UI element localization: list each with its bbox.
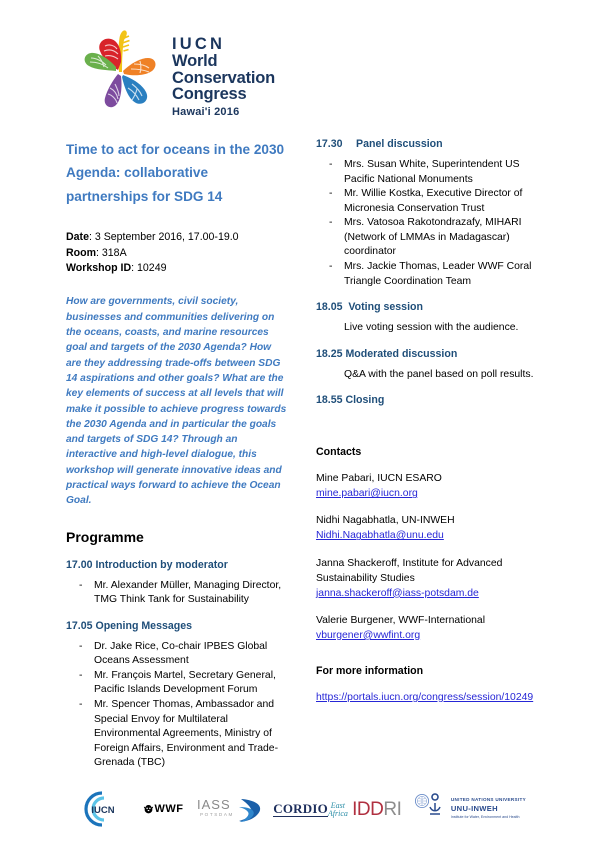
contact-entry [316,513,542,543]
bullet-dash-icon: - [329,159,333,170]
unu-inweh-logo-text [451,798,526,819]
cordio-logo-sublabel: East Africa [327,801,348,818]
bullet-dash-icon: - [79,699,83,711]
logo-line-2: Conservation [172,68,276,87]
session-url-link[interactable]: https://portals.iucn.org/congress/session/10249 [316,691,534,703]
bullet-dash-icon: - [79,669,83,681]
contact-email-link[interactable]: mine.pabari@iucn.org [316,488,418,500]
contact-name: Mine Pabari, IUCN ESARO [316,473,442,485]
contact-email-row [316,486,542,501]
list-item: - Dr. Jake Rice, Co-chair IPBES Global Oceans Assessment [79,640,268,667]
meta-workshop-label: Workshop ID [66,262,132,275]
logo-acronym: IUCN [172,35,226,53]
programme-speaker-list [66,579,288,608]
contact-name: Janna Shackeroff, Institute for Advanced Sustainability Studies [316,557,503,584]
left-column [66,138,288,783]
list-item: - Mr. Alexander Müller, Managing Director, TMG Think Tank for Sustainability [79,579,282,606]
programme-slot [66,620,288,771]
wwf-logo-label: WWF [154,803,184,815]
contact-email-row [316,628,542,643]
iucn-congress-hibiscus-logo [78,26,160,112]
contact-name: Valerie Burgener, WWF-International [316,614,486,626]
programme-speaker-list [66,640,288,771]
bullet-dash-icon: - [329,217,333,229]
svg-text:IUCN: IUCN [91,805,115,816]
session-meta [66,230,288,276]
bullet-dash-icon: - [329,188,333,200]
meta-workshop-value: : 10249 [131,262,167,275]
cordio-logo-label: CORDIO [273,800,328,816]
programme-slot [316,348,542,383]
iddri-logo [352,800,401,819]
logo-line-1: World [172,51,218,70]
meta-room-label: Room [66,246,97,259]
bullet-dash-icon: - [79,579,83,591]
svg-text:POTSDAM: POTSDAM [200,812,234,817]
contact-entry [316,613,542,643]
list-item: - Mrs. Susan White, Superintendent US Pacific National Monuments [329,159,520,185]
programme-slot-heading: 18.25 Moderated discussion [316,347,458,360]
iass-logo [195,791,269,827]
programme-slot-heading: 17.30 Panel discussion [316,138,443,150]
programme-slot-heading: 17.05 Opening Messages [66,619,193,632]
list-item: - Mrs. Jackie Thomas, Leader WWF Coral Triangle Coordination Team [329,260,532,287]
programme-speaker-list [316,158,542,289]
bullet-dash-icon: - [79,640,83,652]
contacts-list [316,471,542,643]
programme-slot [316,301,542,336]
iddri-logo-label-a: IDD [352,798,384,820]
meta-date-row [66,230,288,245]
programme-slot-note: Live voting session with the audience. [344,322,519,334]
meta-room-row [66,246,288,261]
programme-heading: Programme [66,528,144,545]
contact-name: Nidhi Nagabhatla, UN-INWEH [316,515,455,527]
iddri-logo-label-b: RI [383,798,402,820]
contact-email-link[interactable]: vburgener@wwfint.org [316,629,421,641]
programme-list-left [66,559,288,771]
meta-date-label: Date [66,231,89,244]
programme-list-right [316,138,542,406]
meta-workshop-row [66,261,288,276]
list-item: - Mr. François Martel, Secretary General, Pacific Islands Development Forum [79,669,276,696]
contacts-heading: Contacts [316,446,362,459]
list-item: - Mr. Spencer Thomas, Ambassador and Special Envoy for Multilateral Environmental Agreements, Ministry of Foreign Affairs, Environment and Trade-Grenada (TBC) [79,699,279,769]
page-title: Time to act for oceans in the 2030 Agenda: collaborative partnerships for SDG 14 [66,142,285,204]
programme-slot-heading: 18.55 Closing [316,394,385,407]
more-info-block [316,690,542,705]
unu-logo-line-1: UNITED NATIONS UNIVERSITY [450,797,526,803]
right-column [316,138,542,717]
more-info-heading: For more information [316,664,424,677]
contact-email-row [316,586,542,601]
document-header [0,0,600,119]
unu-logo-line-3: Institute for Water, Environment and Health [450,814,520,819]
wwf-logo [142,787,184,831]
programme-slot [316,138,542,289]
programme-slot [66,559,288,608]
contact-entry [316,556,542,601]
logo-line-3: Congress [172,85,247,104]
contact-email-link[interactable]: Nidhi.Nagabhatla@unu.edu [316,530,444,542]
programme-slot-note: Q&A with the panel based on poll results. [344,368,534,380]
list-item: - Mrs. Vatosoa Rakotondrazafy, MIHARI (Network of LMMAs in Madagascar) coordinator [329,217,522,258]
bullet-dash-icon: - [329,260,333,272]
cordio-logo [273,794,348,824]
contact-entry [316,471,542,501]
svg-text:IASS: IASS [197,797,231,812]
contact-email-row [316,528,542,543]
programme-slot-heading: 17.00 Introduction by moderator [66,558,228,571]
unu-logo-line-2: UNU-INWEH [450,804,498,814]
meta-date-value: : 3 September 2016, 17.00-19.0 [88,231,239,244]
iucn-congress-wordmark [172,26,275,119]
iucn-logo [74,790,130,828]
programme-slot-heading: 18.05 Voting session [316,301,423,314]
contact-email-link[interactable]: janna.shackeroff@iass-potsdam.de [316,587,479,599]
session-abstract: How are governments, civil society, businesses and communities delivering on the oceans, coasts, and marine resources goal and targets of the 2030 Agenda? How are they addressing trade-offs between SDG 14 aspirations and other goals? What are the key elements of success at all levels that will make it possible to achieve progress towards the 2030 Agenda and in particular the goals and targets of SDG 14? Through an interactive and high-level dialogue, this workshop will generate innovative ideas and practical ways forward to achieve the Ocean Goal. [66,296,287,507]
unu-inweh-logo [413,792,526,826]
meta-room-value: : 318A [96,246,127,259]
logo-subtitle: Hawai'i 2016 [172,106,240,119]
partner-logos-footer [0,778,600,840]
list-item: - Mr. Willie Kostka, Executive Director of Micronesia Conservation Trust [329,188,523,214]
programme-slot [316,394,542,406]
